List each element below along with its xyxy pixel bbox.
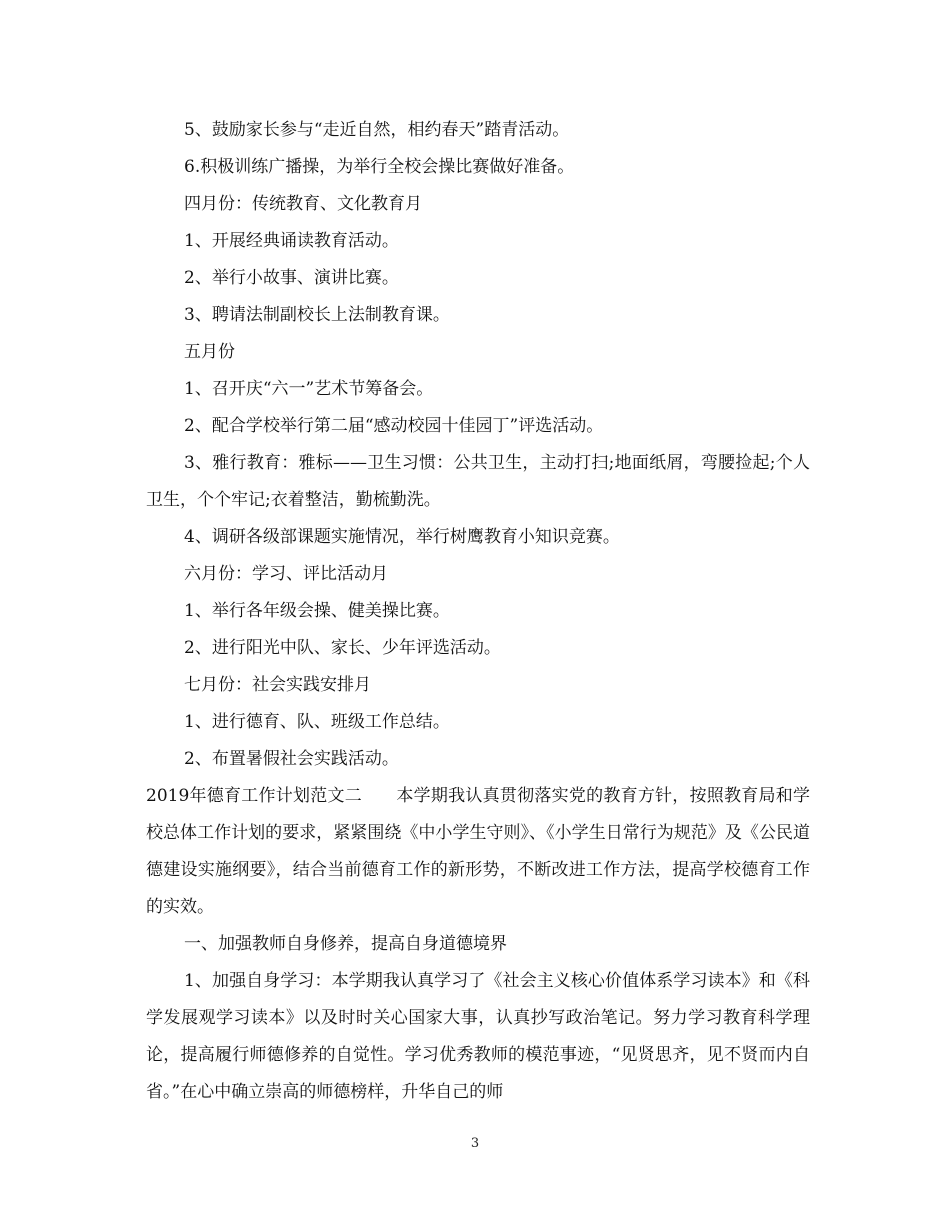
paragraph: 2、布置暑假社会实践活动。 [184, 749, 399, 769]
paragraph: 2、举行小故事、演讲比赛。 [184, 268, 399, 288]
section-heading: 五月份 [184, 342, 235, 362]
paragraph: 2、进行阳光中队、家长、少年评选活动。 [184, 638, 501, 658]
section-heading: 一、加强教师自身修养，提高自身道德境界 [184, 934, 507, 954]
page-number: 3 [470, 1136, 480, 1151]
section-heading: 四月份：传统教育、文化教育月 [184, 194, 422, 214]
paragraph: 1、开展经典诵读教育活动。 [184, 231, 399, 251]
section-heading: 七月份：社会实践安排月 [184, 675, 371, 695]
paragraph: 1、举行各年级会操、健美操比赛。 [184, 601, 450, 621]
paragraph: 2019年德育工作计划范文二 本学期我认真贯彻落实党的教育方针，按照教育局和学校总体工作计划的要求，紧紧围绕《中小学生守则》、《小学生日常行为规范》及《公民道德建设实施纲要》，结合当前德育工作的新形势，不断改进工作方法，提高学校德育工作的实效。 [146, 786, 810, 917]
document-body [146, 112, 810, 1111]
paragraph: 5、鼓励家长参与“走近自然，相约春天”踏青活动。 [184, 120, 570, 140]
paragraph: 4、调研各级部课题实施情况，举行树鹰教育小知识竞赛。 [184, 527, 620, 547]
paragraph: 2、配合学校举行第二届“感动校园十佳园丁”评选活动。 [184, 416, 604, 436]
section-heading: 六月份：学习、评比活动月 [184, 564, 388, 584]
paragraph: 1、进行德育、队、班级工作总结。 [184, 712, 450, 732]
paragraph: 3、雅行教育：雅标——卫生习惯：公共卫生，主动打扫;地面纸屑，弯腰捡起;个人卫生，个个牢记;衣着整洁，勤梳勤洗。 [146, 453, 810, 510]
paragraph: 1、召开庆“六一”艺术节筹备会。 [184, 379, 434, 399]
paragraph: 6.积极训练广播操，为举行全校会操比赛做好准备。 [184, 157, 575, 177]
paragraph: 1、加强自身学习：本学期我认真学习了《社会主义核心价值体系学习读本》和《科学发展观学习读本》以及时时关心国家大事，认真抄写政治笔记。努力学习教育科学理论，提高履行师德修养的自觉性。学习优秀教师的模范事迹，“见贤思齐，见不贤而内自省。”在心中确立崇高的师德榜样，升华自己的师 [146, 971, 810, 1102]
paragraph: 3、聘请法制副校长上法制教育课。 [184, 305, 450, 325]
